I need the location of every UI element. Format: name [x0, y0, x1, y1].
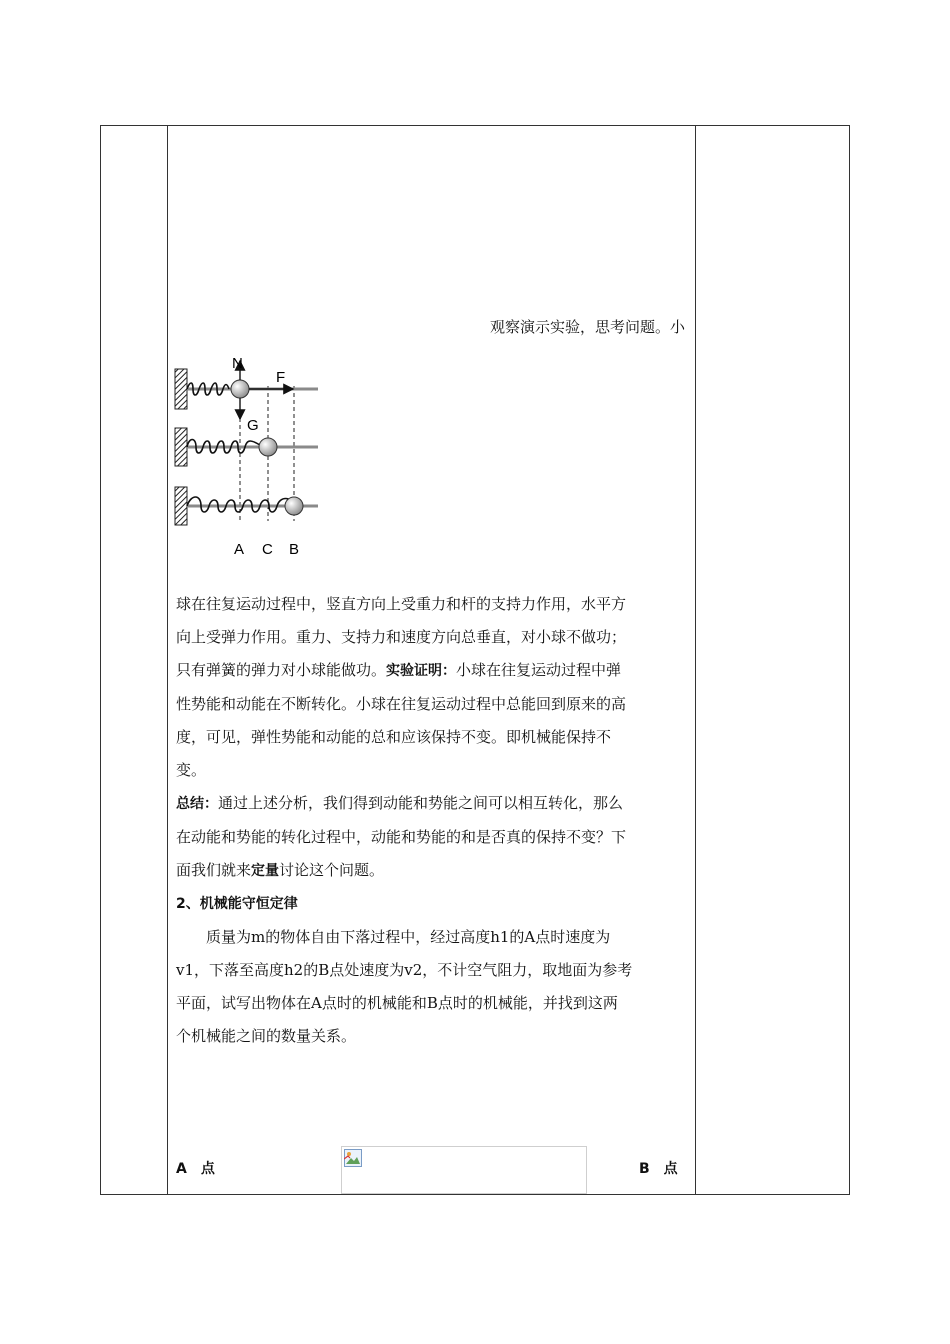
content-cell	[167, 126, 695, 1194]
wall-1	[175, 369, 187, 409]
label-n: N	[232, 355, 243, 372]
label-f: F	[276, 369, 286, 386]
summary-label: 总结：	[176, 796, 218, 812]
lesson-table	[100, 125, 850, 1195]
ball-2	[259, 438, 277, 456]
wall-2	[175, 428, 187, 466]
ball-1	[231, 380, 249, 398]
ball-3	[285, 497, 303, 515]
quantitative-label: 定量	[251, 863, 280, 879]
column-divider	[695, 126, 696, 1194]
spring-ball-diagram	[173, 351, 333, 561]
label-g: G	[247, 417, 259, 434]
point-a-label: A 点	[176, 1161, 215, 1177]
label-c: C	[262, 541, 273, 558]
section-heading: 2、机械能守恒定律	[176, 896, 298, 912]
broken-image-icon	[344, 1149, 362, 1167]
wall-3	[175, 487, 187, 525]
intro-line: 观察演示实验，思考问题。小	[489, 318, 685, 336]
experiment-proof-label: 实验证明：	[386, 663, 457, 679]
point-b-label: B 点	[639, 1161, 678, 1177]
analysis-paragraph: 球在往复运动过程中，竖直方向上受重力和杆的支持力作用，水平方 向上受弹力作用。重力、支持力和速度方向总垂直，对小球不做功； 只有弹簧的弹力对小球能做功。实验证明：小球在往复运动过程中弹 性势能和动能在不断转化。小球在往复运动过程中总能回到原来的高 度，可见，弹性势能和动能的总和应该保持不变。即机械能保持不 变。 总结：通过上述分析，我们得到动能和势能之间可以相互转化，那么 在动能和势能的转化过程中，动能和势能的和是否真的保持不变？下 面我们就来定量讨论这个问题。 2、机械能守恒定律 质量为m的物体自由下落过程中，经过高度h1的A点时速度为 v1，下落至高度h2的B点处速度为v2，不计空气阻力，取地面为参考 平面，试写出物体在A点时的机械能和B点时的机械能，并找到这两 个机械能之间的数量关系。	[176, 588, 686, 1053]
label-a: A	[234, 541, 245, 558]
formula-image-placeholder	[341, 1146, 587, 1194]
label-b: B	[289, 541, 300, 558]
